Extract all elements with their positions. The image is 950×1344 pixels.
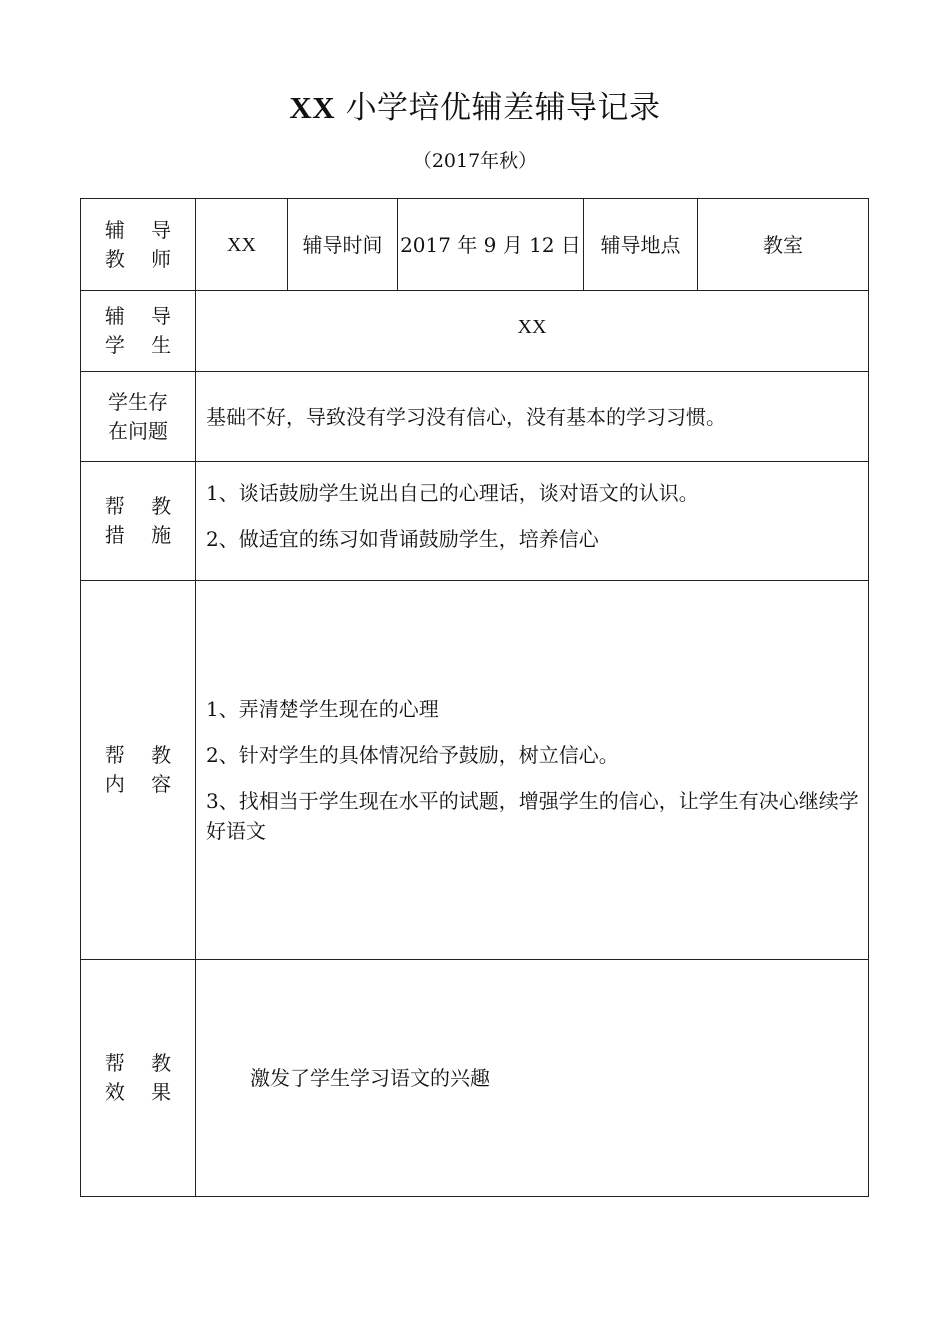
content-list bbox=[196, 581, 869, 960]
teacher-value: XX bbox=[196, 199, 288, 291]
student-value: XX bbox=[196, 291, 869, 372]
list-item: 1、弄清楚学生现在的心理 bbox=[206, 697, 439, 721]
row-effect bbox=[81, 960, 869, 1197]
row-problem bbox=[81, 372, 869, 462]
label-effect: 帮 教 效 果 bbox=[81, 960, 196, 1197]
list-item: 2、针对学生的具体情况给予鼓励，树立信心。 bbox=[206, 743, 619, 767]
row-measures bbox=[81, 462, 869, 581]
row-content bbox=[81, 581, 869, 960]
title-school-name: XX bbox=[289, 90, 336, 125]
page-title bbox=[0, 86, 950, 130]
label-content: 帮 教 内 容 bbox=[81, 581, 196, 960]
label-student: 辅 导 学 生 bbox=[81, 291, 196, 372]
measures-list bbox=[196, 462, 869, 581]
list-item: 2、做适宜的练习如背诵鼓励学生，培养信心 bbox=[206, 527, 599, 551]
place-value: 教室 bbox=[698, 199, 869, 291]
page-subtitle: （2017年秋） bbox=[412, 150, 538, 172]
label-problem: 学生存 在问题 bbox=[81, 372, 196, 462]
row-teacher bbox=[81, 199, 869, 291]
row-student bbox=[81, 291, 869, 372]
list-item: 1、谈话鼓励学生说出自己的心理话，谈对语文的认识。 bbox=[206, 481, 699, 505]
effect-value: 激发了学生学习语文的兴趣 bbox=[196, 960, 869, 1197]
label-place: 辅导地点 bbox=[584, 199, 698, 291]
list-item: 3、找相当于学生现在水平的试题，增强学生的信心，让学生有决心继续学好语文 bbox=[206, 789, 859, 843]
label-measures: 帮 教 措 施 bbox=[81, 462, 196, 581]
problem-value: 基础不好，导致没有学习没有信心，没有基本的学习习惯。 bbox=[196, 372, 869, 462]
time-value: 2017 年 9 月 12 日 bbox=[398, 199, 584, 291]
label-time: 辅导时间 bbox=[288, 199, 398, 291]
record-table bbox=[80, 198, 869, 1197]
label-teacher: 辅 导 教 师 bbox=[81, 199, 196, 291]
title-text: 小学培优辅差辅导记录 bbox=[345, 90, 661, 126]
